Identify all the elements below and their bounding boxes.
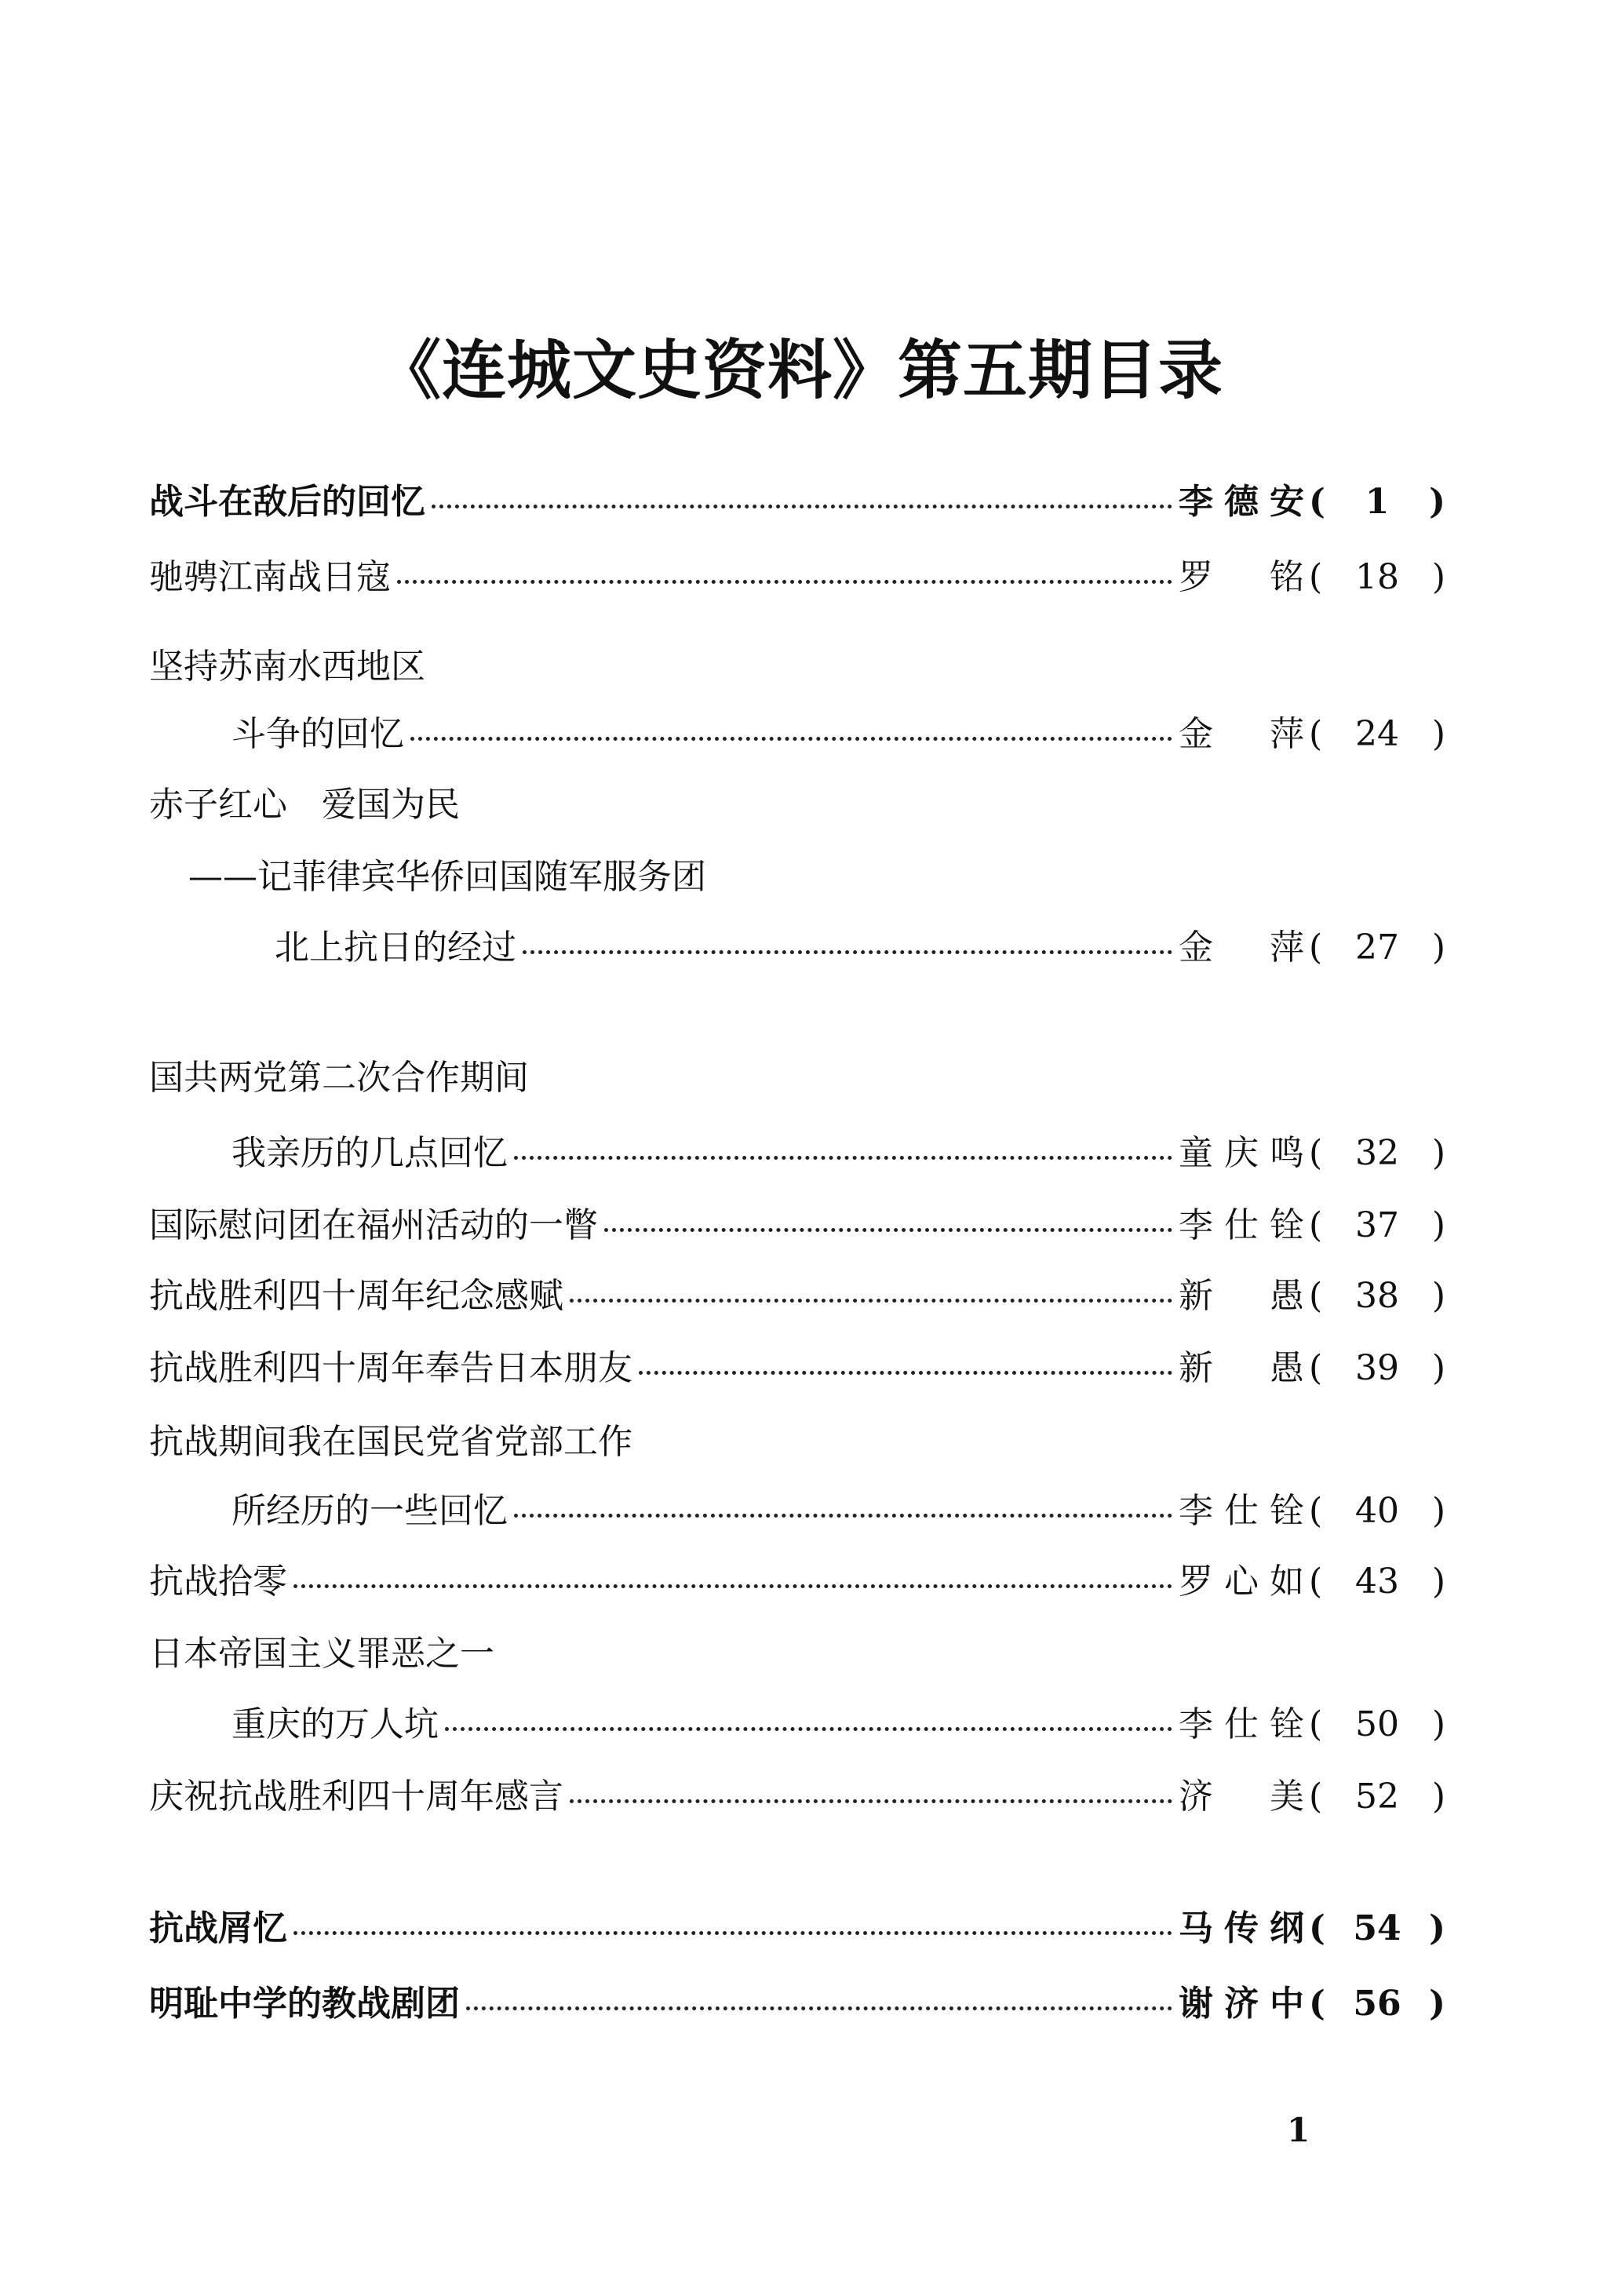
page-value: 56: [1353, 1984, 1401, 2024]
leader-dots: [410, 737, 1172, 741]
entry-title: 赤子红心 爱国为民: [149, 785, 460, 825]
entry-title: 国际慰问团在福州活动的一瞥: [149, 1205, 598, 1245]
entry-title: 北上抗日的经过: [275, 928, 516, 968]
page-value: 27: [1355, 928, 1399, 968]
toc-entry: [231, 1124, 1445, 1183]
leader-dots: [293, 1584, 1172, 1588]
paren-open: (: [1309, 714, 1323, 754]
page-value: 37: [1355, 1205, 1399, 1245]
leader-dots: [397, 580, 1172, 584]
paren-open: (: [1309, 1704, 1323, 1744]
entry-author: 金 萍: [1179, 928, 1304, 968]
toc-entry-subtitle: [188, 847, 1445, 907]
entry-title: 所经历的一些回忆: [231, 1491, 508, 1531]
toc-entry: [149, 472, 1445, 532]
paren-close: ): [1431, 1562, 1445, 1602]
paren-open: (: [1309, 1276, 1323, 1316]
toc-entry: [149, 1196, 1445, 1256]
entry-author: 李德安: [1179, 482, 1304, 522]
toc-entry-heading: [149, 1412, 1445, 1472]
entry-title: 坚持苏南水西地区: [149, 647, 425, 687]
paren-open: (: [1309, 1348, 1323, 1388]
entry-page: [1304, 472, 1445, 532]
toc-entry-heading: [149, 1048, 1445, 1108]
leader-dots: [514, 1156, 1172, 1160]
entry-title: 国共两党第二次合作期间: [149, 1058, 529, 1098]
paren-open: (: [1309, 1562, 1323, 1602]
toc-entry-heading: [149, 775, 1445, 835]
entry-title: 庆祝抗战胜利四十周年感言: [149, 1777, 563, 1817]
paren-open: (: [1309, 482, 1325, 522]
toc-entry: [149, 1767, 1445, 1827]
page-value: 1: [1365, 482, 1390, 522]
entry-page: [1304, 705, 1445, 764]
entry-author: 新 愚: [1179, 1276, 1304, 1316]
paren-close: ): [1429, 1908, 1445, 1948]
paren-close: ): [1431, 557, 1445, 597]
page-number: 1: [1287, 2111, 1310, 2149]
leader-dots: [570, 1299, 1172, 1303]
entry-title: 日本帝国主义罪恶之一: [149, 1634, 494, 1674]
entry-page: [1304, 1124, 1445, 1183]
entry-author: 罗 铭: [1179, 557, 1304, 597]
entry-title: 战斗在敌后的回忆: [149, 482, 425, 522]
entry-title: 斗争的回忆: [231, 714, 404, 754]
page-value: 50: [1355, 1704, 1399, 1744]
entry-author: 济 美: [1179, 1777, 1304, 1817]
entry-title: 抗战胜利四十周年奉告日本朋友: [149, 1348, 632, 1388]
entry-title: 抗战屑忆: [149, 1908, 287, 1948]
entry-page: [1304, 1974, 1445, 2034]
entry-author: 新 愚: [1179, 1348, 1304, 1388]
paren-open: (: [1309, 928, 1323, 968]
toc-entry: [275, 918, 1445, 978]
entry-page: [1304, 918, 1445, 978]
paren-close: ): [1431, 928, 1445, 968]
entry-author: 谢济中: [1179, 1984, 1304, 2024]
toc-entry-heading: [149, 637, 1445, 697]
toc-entry: [149, 1266, 1445, 1326]
page-value: 54: [1353, 1908, 1401, 1948]
entry-title: 抗战胜利四十周年纪念感赋: [149, 1276, 563, 1316]
entry-title: 抗战拾零: [149, 1562, 287, 1602]
paren-close: ): [1429, 482, 1445, 522]
leader-dots: [293, 1931, 1172, 1935]
paren-close: ): [1431, 1205, 1445, 1245]
toc-entry: [231, 1695, 1445, 1755]
toc-entry: [231, 1481, 1445, 1541]
page-title: 《连城文史资料》第五期目录: [376, 333, 1223, 408]
paren-close: ): [1431, 1276, 1445, 1316]
entry-title: 抗战期间我在国民党省党部工作: [149, 1422, 632, 1462]
paren-close: ): [1431, 1348, 1445, 1388]
toc-entry: [149, 548, 1445, 607]
paren-close: ): [1431, 1704, 1445, 1744]
entry-page: [1304, 1196, 1445, 1256]
page-value: 32: [1355, 1133, 1399, 1173]
paren-close: ): [1431, 1133, 1445, 1173]
entry-page: [1304, 1339, 1445, 1398]
entry-page: [1304, 1695, 1445, 1755]
toc-entry: [149, 1899, 1445, 1959]
page-value: 39: [1355, 1348, 1399, 1388]
paren-open: (: [1309, 1908, 1325, 1948]
leader-dots: [445, 1727, 1172, 1731]
toc-entry: [149, 1552, 1445, 1612]
entry-author: 李仕铨: [1179, 1704, 1304, 1744]
paren-open: (: [1309, 1133, 1323, 1173]
leader-dots: [570, 1799, 1172, 1803]
paren-close: ): [1431, 1491, 1445, 1531]
paren-close: ): [1431, 714, 1445, 754]
entry-author: 马传纲: [1179, 1908, 1304, 1948]
toc-entry-heading: [149, 1624, 1445, 1684]
leader-dots: [466, 2006, 1172, 2010]
entry-title: 明耻中学的教战剧团: [149, 1984, 460, 2024]
entry-author: 李仕铨: [1179, 1491, 1304, 1531]
leader-dots: [514, 1514, 1172, 1518]
toc-entry: [149, 1339, 1445, 1398]
entry-title: ——记菲律宾华侨回国随军服务团: [188, 857, 706, 897]
entry-title: 重庆的万人坑: [231, 1704, 439, 1744]
leader-dots: [604, 1228, 1172, 1232]
page-value: 18: [1355, 557, 1399, 597]
paren-open: (: [1309, 557, 1323, 597]
paren-open: (: [1309, 1491, 1323, 1531]
toc-entry: [231, 705, 1445, 764]
page-value: 40: [1355, 1491, 1399, 1531]
entry-page: [1304, 1899, 1445, 1959]
entry-author: 李仕铨: [1179, 1205, 1304, 1245]
page-value: 52: [1355, 1777, 1399, 1817]
paren-open: (: [1309, 1777, 1323, 1817]
page-value: 43: [1355, 1562, 1399, 1602]
paren-open: (: [1309, 1984, 1325, 2024]
entry-title: 我亲历的几点回忆: [231, 1133, 508, 1173]
paren-close: ): [1431, 1777, 1445, 1817]
entry-author: 罗心如: [1179, 1562, 1304, 1602]
toc-entry: [149, 1974, 1445, 2034]
entry-page: [1304, 1266, 1445, 1326]
entry-author: 金 萍: [1179, 714, 1304, 754]
page-value: 24: [1355, 714, 1399, 754]
paren-open: (: [1309, 1205, 1323, 1245]
entry-page: [1304, 1767, 1445, 1827]
page-value: 38: [1355, 1276, 1399, 1316]
leader-dots: [639, 1371, 1172, 1375]
entry-page: [1304, 1481, 1445, 1541]
leader-dots: [432, 505, 1172, 508]
entry-author: 童庆鸣: [1179, 1133, 1304, 1173]
entry-title: 驰骋江南战日寇: [149, 557, 391, 597]
paren-close: ): [1429, 1984, 1445, 2024]
entry-page: [1304, 1552, 1445, 1612]
entry-page: [1304, 548, 1445, 607]
leader-dots: [523, 950, 1172, 954]
